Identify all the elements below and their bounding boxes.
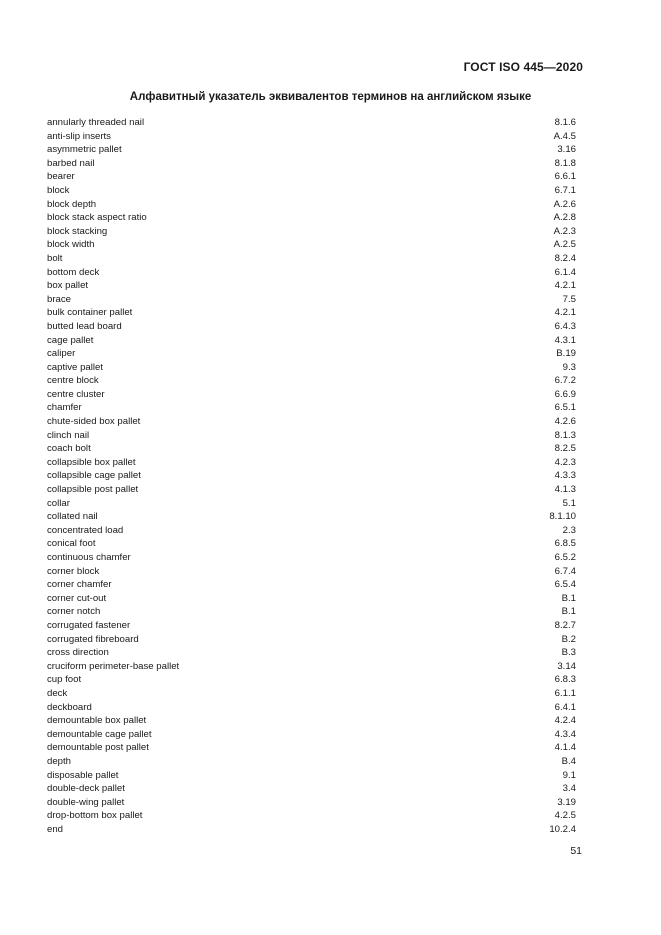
index-entry [47, 252, 576, 266]
index-term: corner notch [47, 606, 101, 618]
index-term: centre cluster [47, 388, 105, 400]
index-entry [47, 769, 576, 783]
index-term: chamfer [47, 402, 82, 414]
index-reference: 6.1.4 [554, 266, 576, 278]
index-reference: B.19 [556, 348, 576, 360]
index-reference: 8.2.5 [554, 443, 576, 455]
index-term: asymmetric pallet [47, 144, 122, 156]
index-term: demountable box pallet [47, 715, 147, 727]
index-reference: 3.14 [557, 660, 576, 672]
index-term: cup foot [47, 674, 82, 686]
index-reference: 8.1.8 [554, 157, 576, 169]
index-reference: 8.1.6 [554, 117, 576, 128]
index-reference: 6.4.3 [554, 320, 576, 332]
index-entry [47, 347, 576, 361]
index-entry [47, 796, 576, 810]
index-term: demountable cage pallet [47, 728, 152, 740]
index-reference: 10.2.4 [549, 823, 576, 835]
index-reference: 4.2.6 [554, 416, 576, 428]
index-term: clinch nail [47, 429, 90, 441]
index-reference: 4.3.3 [554, 470, 576, 482]
index-entry [47, 755, 576, 769]
index-term: coach bolt [47, 443, 91, 455]
index-term: bulk container pallet [47, 307, 133, 319]
index-reference: 4.1.4 [554, 742, 576, 754]
index-entry [47, 592, 576, 606]
index-entry [47, 184, 576, 198]
index-entry [47, 334, 576, 348]
index-entry [47, 497, 576, 511]
term-index-list [47, 116, 576, 836]
index-entry [47, 578, 576, 592]
index-entry [47, 442, 576, 456]
index-term: drop-bottom box pallet [47, 810, 143, 822]
index-entry [47, 238, 576, 252]
index-term: cruciform perimeter-base pallet [47, 660, 180, 672]
index-reference: 4.2.1 [554, 280, 576, 292]
index-reference: 6.5.2 [554, 552, 576, 563]
index-entry [47, 429, 576, 443]
index-reference: 6.7.1 [554, 184, 576, 196]
index-entry [47, 320, 576, 334]
index-entry [47, 143, 576, 157]
index-reference: 3.16 [557, 144, 576, 156]
index-entry [47, 279, 576, 293]
index-term: block [47, 184, 70, 196]
index-entry [47, 456, 576, 470]
index-term: demountable post pallet [47, 742, 149, 754]
index-entry [47, 510, 576, 524]
index-entry [47, 361, 576, 375]
index-term: collar [47, 497, 70, 509]
index-term: bolt [47, 252, 63, 264]
index-reference: 4.2.3 [554, 456, 576, 468]
index-entry [47, 660, 576, 674]
index-reference: A.4.5 [553, 130, 576, 142]
index-term: double-deck pallet [47, 783, 125, 795]
index-entry [47, 157, 576, 171]
index-term: collated nail [47, 511, 98, 523]
index-term: chute-sided box pallet [47, 416, 141, 428]
index-term: box pallet [47, 280, 89, 292]
index-term: corner block [47, 565, 100, 577]
document-code: ГОСТ ISO 445—2020 [463, 60, 583, 74]
index-entry [47, 388, 576, 402]
index-entry [47, 211, 576, 225]
index-reference: A.2.5 [553, 239, 576, 251]
index-entry [47, 551, 576, 565]
index-reference: 4.2.1 [554, 307, 576, 319]
index-term: collapsible post pallet [47, 484, 139, 496]
index-reference: 4.3.4 [554, 728, 576, 740]
index-term: collapsible cage pallet [47, 470, 141, 482]
index-entry [47, 809, 576, 823]
index-reference: 3.4 [562, 783, 576, 795]
index-reference: A.2.6 [553, 198, 576, 210]
index-entry [47, 701, 576, 715]
index-entry [47, 130, 576, 144]
index-entry [47, 714, 576, 728]
index-term: caliper [47, 348, 76, 360]
index-entry [47, 605, 576, 619]
index-entry [47, 170, 576, 184]
index-term: corrugated fibreboard [47, 633, 139, 645]
index-reference: 6.6.9 [554, 388, 576, 400]
index-reference: A.2.8 [553, 212, 576, 224]
index-term: block depth [47, 198, 97, 210]
index-entry [47, 619, 576, 633]
index-reference: B.1 [561, 592, 576, 604]
index-term: block width [47, 239, 95, 251]
index-entry [47, 524, 576, 538]
index-term: corner chamfer [47, 579, 112, 591]
index-entry [47, 401, 576, 415]
index-entry [47, 266, 576, 280]
index-term: continuous chamfer [47, 552, 131, 563]
index-reference: 4.2.5 [554, 810, 576, 822]
index-entry [47, 728, 576, 742]
index-reference: B.3 [561, 647, 576, 659]
index-reference: 6.4.1 [554, 701, 576, 713]
index-reference: 4.3.1 [554, 334, 576, 346]
index-entry [47, 198, 576, 212]
index-term: annularly threaded nail [47, 117, 145, 128]
index-term: collapsible box pallet [47, 456, 136, 468]
index-entry [47, 225, 576, 239]
index-reference: 7.5 [562, 293, 576, 305]
index-term: deckboard [47, 701, 92, 713]
index-entry [47, 293, 576, 307]
index-term: anti-slip inserts [47, 130, 111, 142]
index-term: end [47, 823, 64, 835]
index-entry [47, 537, 576, 551]
index-entry [47, 823, 576, 837]
index-term: barbed nail [47, 157, 95, 169]
index-reference: 6.7.4 [554, 565, 576, 577]
index-reference: 6.5.1 [554, 402, 576, 414]
index-entry [47, 782, 576, 796]
index-term: cage pallet [47, 334, 94, 346]
page-number: 51 [570, 845, 582, 857]
page-title: Алфавитный указатель эквивалентов терминов на английском языке [129, 91, 532, 103]
index-entry [47, 565, 576, 579]
index-reference: 6.5.4 [554, 579, 576, 591]
index-term: bearer [47, 171, 75, 183]
index-reference: 6.6.1 [554, 171, 576, 183]
index-entry [47, 633, 576, 647]
index-term: butted lead board [47, 320, 122, 332]
index-reference: 5.1 [562, 497, 576, 509]
index-reference: 6.8.5 [554, 538, 576, 550]
index-term: block stacking [47, 225, 108, 237]
index-term: depth [47, 755, 72, 767]
index-reference: B.1 [561, 606, 576, 618]
index-reference: 6.1.1 [554, 687, 576, 699]
index-term: double-wing pallet [47, 796, 125, 808]
index-term: deck [47, 687, 68, 699]
index-entry [47, 646, 576, 660]
index-entry [47, 673, 576, 687]
index-entry [47, 306, 576, 320]
index-entry [47, 415, 576, 429]
index-reference: 4.1.3 [554, 484, 576, 496]
index-entry [47, 483, 576, 497]
index-entry [47, 741, 576, 755]
index-term: captive pallet [47, 361, 103, 373]
index-entry [47, 116, 576, 130]
index-term: bottom deck [47, 266, 100, 278]
index-term: brace [47, 293, 71, 305]
index-reference: 4.2.4 [554, 715, 576, 727]
index-term: corner cut-out [47, 592, 107, 604]
index-reference: 8.2.7 [554, 619, 576, 631]
index-entry [47, 469, 576, 483]
index-reference: B.4 [561, 755, 576, 767]
index-reference: A.2.3 [553, 225, 576, 237]
index-entry [47, 687, 576, 701]
index-term: conical foot [47, 538, 96, 550]
index-reference: B.2 [561, 633, 576, 645]
index-reference: 9.3 [562, 361, 576, 373]
index-term: disposable pallet [47, 769, 119, 781]
index-reference: 6.7.2 [554, 375, 576, 387]
index-reference: 2.3 [562, 524, 576, 536]
index-term: corrugated fastener [47, 619, 131, 631]
index-term: concentrated load [47, 524, 124, 536]
index-term: centre block [47, 375, 99, 387]
index-entry [47, 374, 576, 388]
index-reference: 9.1 [562, 769, 576, 781]
index-reference: 8.1.3 [554, 429, 576, 441]
index-term: block stack aspect ratio [47, 212, 147, 224]
index-reference: 8.1.10 [549, 511, 576, 523]
index-reference: 8.2.4 [554, 252, 576, 264]
index-reference: 3.19 [557, 796, 576, 808]
index-reference: 6.8.3 [554, 674, 576, 686]
index-term: cross direction [47, 647, 109, 659]
